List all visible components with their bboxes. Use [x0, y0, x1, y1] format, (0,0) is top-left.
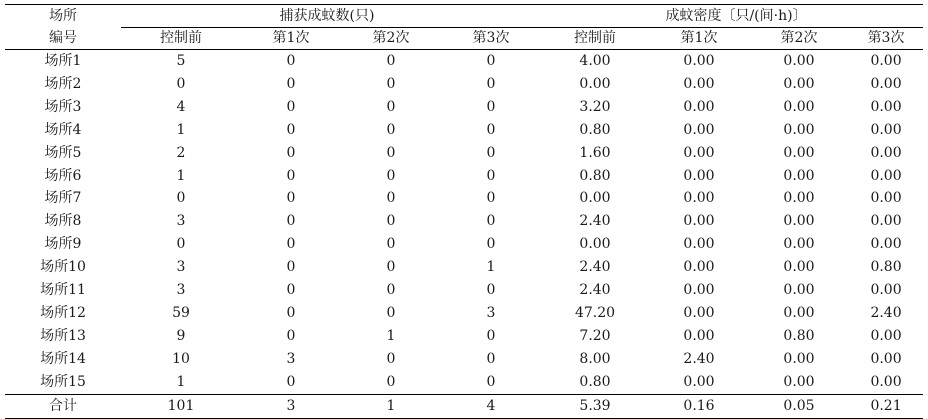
- site-name-cell: 场所8: [44, 213, 82, 230]
- density-2-cell: 0.00: [783, 53, 815, 69]
- density-3-cell: 0.00: [870, 98, 902, 115]
- density-1-cell: 0.00: [683, 144, 715, 161]
- table-row: [5, 210, 923, 233]
- count-3-cell: 0: [486, 213, 496, 230]
- site-name-cell: 场所1: [44, 53, 82, 69]
- site-header-line2: 编号: [5, 28, 121, 50]
- count-2-cell: 0: [386, 53, 396, 69]
- density-header: 成蚊密度〔只/(间·h)〕: [541, 5, 923, 28]
- density-3-cell: 0.00: [870, 282, 902, 299]
- total-count-1-cell: 3: [241, 394, 341, 418]
- subheader-count-2: 第2次: [341, 28, 441, 50]
- density-before-cell: 7.20: [579, 327, 611, 344]
- table-row: [5, 233, 923, 256]
- density-before-cell: 2.40: [579, 259, 611, 276]
- site-name-cell: 场所6: [44, 167, 82, 184]
- count-2-cell: 0: [386, 282, 396, 299]
- table-row: [5, 119, 923, 142]
- density-3-cell: 0.00: [870, 190, 902, 207]
- count-3-cell: 0: [486, 53, 496, 69]
- density-1-cell: 0.00: [683, 121, 715, 138]
- density-1-cell: 0.00: [683, 190, 715, 207]
- subheader-count-1: 第1次: [241, 28, 341, 50]
- site-name-cell: 场所5: [44, 144, 82, 161]
- subheader-count-before: 控制前: [121, 28, 241, 50]
- density-2-cell: 0.00: [783, 304, 815, 321]
- count-3-cell: 0: [486, 190, 496, 207]
- subheader-density-before: 控制前: [541, 28, 649, 50]
- count-1-cell: 0: [286, 121, 296, 138]
- table-row: [5, 279, 923, 302]
- count-2-cell: 0: [386, 304, 396, 321]
- density-2-cell: 0.00: [783, 373, 815, 390]
- total-density-3-cell: 0.21: [849, 394, 923, 418]
- density-1-cell: 0.00: [683, 98, 715, 115]
- density-2-cell: 0.00: [783, 282, 815, 299]
- total-site-name-cell: 合计: [5, 394, 121, 418]
- site-name-cell: 场所12: [40, 304, 86, 321]
- count-before-cell: 1: [176, 121, 186, 138]
- site-name-cell: 场所7: [44, 190, 82, 207]
- table-row: [5, 165, 923, 188]
- total-density-1-cell: 0.16: [649, 394, 749, 418]
- site-name-cell: 场所3: [44, 98, 82, 115]
- site-name-cell: 场所15: [40, 373, 86, 390]
- density-3-cell: 0.00: [870, 121, 902, 138]
- density-2-cell: 0.00: [783, 190, 815, 207]
- table-row: [5, 371, 923, 394]
- count-1-cell: 0: [286, 75, 296, 92]
- site-name-cell: 场所14: [40, 350, 86, 367]
- count-before-cell: 0: [176, 190, 186, 207]
- site-header-line1: 场所: [49, 8, 77, 25]
- density-1-cell: 0.00: [683, 282, 715, 299]
- density-2-cell: 0.00: [783, 121, 815, 138]
- count-3-cell: 0: [486, 327, 496, 344]
- count-before-cell: 1: [176, 373, 186, 390]
- subheader-density-1: 第1次: [649, 28, 749, 50]
- density-before-cell: 2.40: [579, 213, 611, 230]
- count-before-cell: 2: [176, 144, 186, 161]
- mosquito-data-table: [5, 4, 923, 419]
- count-1-cell: 3: [286, 350, 296, 367]
- density-3-cell: 0.00: [870, 327, 902, 344]
- count-2-cell: 0: [386, 213, 396, 230]
- total-density-before-cell: 5.39: [541, 394, 649, 418]
- density-2-cell: 0.00: [783, 75, 815, 92]
- count-before-cell: 4: [176, 98, 186, 115]
- count-before-cell: 3: [176, 213, 186, 230]
- count-3-cell: 0: [486, 98, 496, 115]
- table-row: [5, 302, 923, 325]
- count-before-cell: 3: [176, 282, 186, 299]
- count-1-cell: 0: [286, 98, 296, 115]
- count-2-cell: 0: [386, 75, 396, 92]
- density-before-cell: 47.20: [574, 304, 616, 321]
- count-1-cell: 0: [286, 144, 296, 161]
- subheader-density-2: 第2次: [749, 28, 849, 50]
- count-before-cell: 1: [176, 167, 186, 184]
- subheader-count-3: 第3次: [441, 28, 541, 50]
- density-2-cell: 0.00: [783, 259, 815, 276]
- density-1-cell: 0.00: [683, 327, 715, 344]
- density-2-cell: 0.00: [783, 98, 815, 115]
- count-3-cell: 0: [486, 373, 496, 390]
- site-name-cell: 场所4: [44, 121, 82, 138]
- table-row: [5, 187, 923, 210]
- count-3-cell: 0: [486, 121, 496, 138]
- captured-count-header: 捕获成蚊数(只): [121, 5, 541, 28]
- count-3-cell: 0: [486, 167, 496, 184]
- count-before-cell: 5: [176, 53, 186, 69]
- count-3-cell: 3: [486, 304, 496, 321]
- table-header: [5, 5, 923, 50]
- count-1-cell: 0: [286, 190, 296, 207]
- count-1-cell: 0: [286, 167, 296, 184]
- density-3-cell: 0.00: [870, 350, 902, 367]
- density-before-cell: 0.80: [579, 373, 611, 390]
- density-1-cell: 0.00: [683, 236, 715, 253]
- count-1-cell: 0: [286, 213, 296, 230]
- density-before-cell: 4.00: [579, 53, 611, 69]
- count-3-cell: 1: [486, 259, 496, 276]
- density-1-cell: 0.00: [683, 75, 715, 92]
- count-1-cell: 0: [286, 373, 296, 390]
- count-2-cell: 0: [386, 190, 396, 207]
- density-2-cell: 0.00: [783, 213, 815, 230]
- table-row: [5, 256, 923, 279]
- count-1-cell: 0: [286, 53, 296, 69]
- density-2-cell: 0.00: [783, 350, 815, 367]
- table-row: [5, 50, 923, 73]
- count-before-cell: 59: [172, 304, 190, 321]
- total-density-2-cell: 0.05: [749, 394, 849, 418]
- density-before-cell: 0.00: [579, 190, 611, 207]
- count-before-cell: 3: [176, 259, 186, 276]
- density-before-cell: 2.40: [579, 282, 611, 299]
- count-before-cell: 9: [176, 327, 186, 344]
- count-3-cell: 0: [486, 75, 496, 92]
- count-2-cell: 0: [386, 98, 396, 115]
- density-3-cell: 2.40: [870, 304, 902, 321]
- site-name-cell: 场所11: [40, 282, 86, 299]
- count-1-cell: 0: [286, 236, 296, 253]
- count-2-cell: 0: [386, 121, 396, 138]
- density-before-cell: 0.80: [579, 121, 611, 138]
- site-name-cell: 场所2: [44, 75, 82, 92]
- count-2-cell: 0: [386, 259, 396, 276]
- table-body: [5, 50, 923, 419]
- density-before-cell: 1.60: [579, 144, 611, 161]
- density-2-cell: 0.80: [783, 327, 815, 344]
- table-row: [5, 348, 923, 371]
- count-2-cell: 0: [386, 167, 396, 184]
- density-3-cell: 0.00: [870, 213, 902, 230]
- density-1-cell: 2.40: [683, 350, 715, 367]
- subheader-density-3: 第3次: [849, 28, 923, 50]
- density-3-cell: 0.80: [870, 259, 902, 276]
- count-2-cell: 0: [386, 373, 396, 390]
- density-before-cell: 0.00: [579, 236, 611, 253]
- count-3-cell: 0: [486, 144, 496, 161]
- count-2-cell: 1: [386, 327, 396, 344]
- density-2-cell: 0.00: [783, 144, 815, 161]
- table-row: [5, 96, 923, 119]
- count-3-cell: 0: [486, 350, 496, 367]
- count-before-cell: 0: [176, 75, 186, 92]
- count-2-cell: 0: [386, 236, 396, 253]
- density-1-cell: 0.00: [683, 259, 715, 276]
- density-before-cell: 0.80: [579, 167, 611, 184]
- density-before-cell: 3.20: [579, 98, 611, 115]
- count-1-cell: 0: [286, 304, 296, 321]
- density-3-cell: 0.00: [870, 236, 902, 253]
- density-3-cell: 0.00: [870, 144, 902, 161]
- count-3-cell: 0: [486, 282, 496, 299]
- table-row: [5, 73, 923, 96]
- total-count-3-cell: 4: [441, 394, 541, 418]
- density-1-cell: 0.00: [683, 167, 715, 184]
- density-3-cell: 0.00: [870, 167, 902, 184]
- density-3-cell: 0.00: [870, 53, 902, 69]
- count-1-cell: 0: [286, 259, 296, 276]
- density-2-cell: 0.00: [783, 236, 815, 253]
- count-before-cell: 0: [176, 236, 186, 253]
- density-before-cell: 0.00: [579, 75, 611, 92]
- site-name-cell: 场所9: [44, 236, 82, 253]
- density-1-cell: 0.00: [683, 304, 715, 321]
- density-1-cell: 0.00: [683, 53, 715, 69]
- total-count-before-cell: 101: [121, 394, 241, 418]
- site-name-cell: 场所10: [40, 259, 86, 276]
- total-count-2-cell: 1: [341, 394, 441, 418]
- density-1-cell: 0.00: [683, 373, 715, 390]
- density-3-cell: 0.00: [870, 373, 902, 390]
- site-name-cell: 场所13: [40, 327, 86, 344]
- count-2-cell: 0: [386, 350, 396, 367]
- count-2-cell: 0: [386, 144, 396, 161]
- density-2-cell: 0.00: [783, 167, 815, 184]
- density-3-cell: 0.00: [870, 75, 902, 92]
- total-row: [5, 394, 923, 418]
- count-1-cell: 0: [286, 282, 296, 299]
- count-1-cell: 0: [286, 327, 296, 344]
- density-before-cell: 8.00: [579, 350, 611, 367]
- count-3-cell: 0: [486, 236, 496, 253]
- table-row: [5, 142, 923, 165]
- density-1-cell: 0.00: [683, 213, 715, 230]
- count-before-cell: 10: [172, 350, 190, 367]
- table-row: [5, 325, 923, 348]
